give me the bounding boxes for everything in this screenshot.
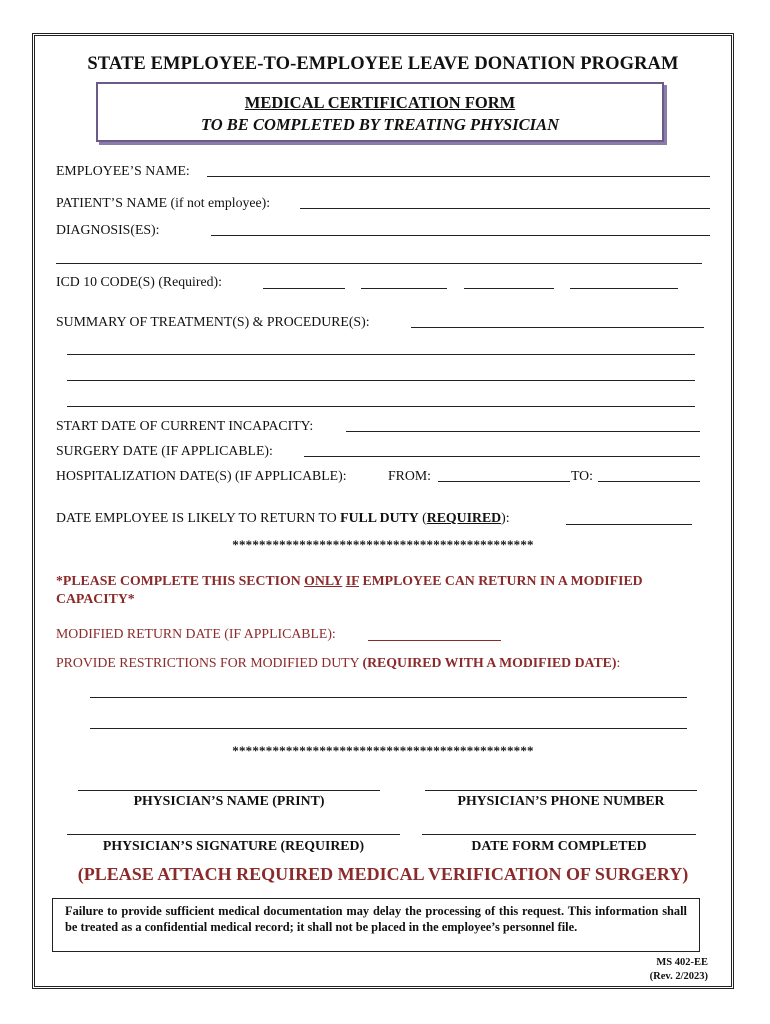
form-header-box xyxy=(96,82,664,142)
physician-signature-label: PHYSICIAN’S SIGNATURE (REQUIRED) xyxy=(102,838,365,853)
physician-name-line[interactable] xyxy=(78,790,380,791)
return-date-label xyxy=(56,510,510,526)
return-full-duty: FULL DUTY xyxy=(340,510,419,525)
surgery-date-line[interactable] xyxy=(304,456,700,457)
icd-code-line-1[interactable] xyxy=(263,288,345,289)
start-date-line[interactable] xyxy=(346,431,700,432)
diagnoses-line-2[interactable] xyxy=(56,263,702,264)
return-paren-open: ( xyxy=(418,510,427,525)
hospitalization-from-label: FROM: xyxy=(388,468,431,483)
summary-line-1[interactable] xyxy=(411,327,704,328)
summary-label: SUMMARY OF TREATMENT(S) & PROCEDURE(S): xyxy=(56,314,370,329)
patient-name-line[interactable] xyxy=(300,208,710,209)
start-date-label: START DATE OF CURRENT INCAPACITY: xyxy=(56,418,314,433)
confidentiality-notice: Failure to provide sufficient medical documentation may delay the processing of this request. This information shall be treated as a confidential medical record; it shall not be placed in the employee’s personnel file. xyxy=(52,898,700,952)
summary-line-3[interactable] xyxy=(67,380,695,381)
return-required: REQUIRED xyxy=(426,510,502,525)
icd-codes-label: ICD 10 CODE(S) (Required): xyxy=(56,274,222,289)
modified-return-date-line[interactable] xyxy=(368,640,501,641)
diagnoses-label: DIAGNOSIS(ES): xyxy=(56,222,160,237)
date-completed-label: DATE FORM COMPLETED xyxy=(471,838,647,853)
return-date-line[interactable] xyxy=(566,524,692,525)
physician-phone-label: PHYSICIAN’S PHONE NUMBER xyxy=(457,793,665,808)
date-completed-line[interactable] xyxy=(422,834,696,835)
physician-phone-line[interactable] xyxy=(425,790,697,791)
form-name: MEDICAL CERTIFICATION FORM xyxy=(244,93,516,112)
modified-heading-only: ONLY xyxy=(304,573,343,588)
restrictions-colon: : xyxy=(616,655,621,670)
icd-code-line-2[interactable] xyxy=(361,288,447,289)
hospitalization-to-label: TO: xyxy=(571,468,593,483)
employee-name-label: EMPLOYEE’S NAME: xyxy=(56,163,190,178)
employee-name-line[interactable] xyxy=(207,176,710,177)
form-code: MS 402-EE xyxy=(656,957,708,968)
separator-stars-1: ********************************************* xyxy=(232,537,534,552)
restrictions-line-1[interactable] xyxy=(90,697,687,698)
return-paren-close: ): xyxy=(501,510,510,525)
physician-name-label: PHYSICIAN’S NAME (PRINT) xyxy=(133,793,325,808)
attach-verification-notice: (PLEASE ATTACH REQUIRED MEDICAL VERIFICATION OF SURGERY) xyxy=(77,864,689,884)
form-instruction: TO BE COMPLETED BY TREATING PHYSICIAN xyxy=(200,115,559,134)
hospitalization-to-line[interactable] xyxy=(598,481,700,482)
hospitalization-from-line[interactable] xyxy=(438,481,570,482)
separator-stars-2: ********************************************* xyxy=(232,743,534,758)
modified-section-heading xyxy=(56,572,706,608)
restrictions-required: (REQUIRED WITH A MODIFIED DATE) xyxy=(362,655,617,670)
modified-return-date-label: MODIFIED RETURN DATE (IF APPLICABLE): xyxy=(56,626,336,641)
hospitalization-label: HOSPITALIZATION DATE(S) (IF APPLICABLE): xyxy=(56,468,347,483)
summary-line-4[interactable] xyxy=(67,406,695,407)
restrictions-line-2[interactable] xyxy=(90,728,687,729)
modified-heading-capacity: CAPACITY* xyxy=(56,591,135,606)
physician-signature-line[interactable] xyxy=(67,834,400,835)
restrictions-label xyxy=(56,655,620,671)
summary-line-2[interactable] xyxy=(67,354,695,355)
icd-code-line-3[interactable] xyxy=(464,288,554,289)
diagnoses-line-1[interactable] xyxy=(211,235,710,236)
form-revision: (Rev. 2/2023) xyxy=(649,971,708,982)
surgery-date-label: SURGERY DATE (IF APPLICABLE): xyxy=(56,443,273,458)
modified-heading-text: *PLEASE COMPLETE THIS SECTION xyxy=(56,573,305,588)
modified-heading-if: IF xyxy=(345,573,359,588)
return-date-text: DATE EMPLOYEE IS LIKELY TO RETURN TO xyxy=(56,510,341,525)
patient-name-label: PATIENT’S NAME (if not employee): xyxy=(56,195,271,210)
form-title: STATE EMPLOYEE-TO-EMPLOYEE LEAVE DONATION PROGRAM xyxy=(87,54,679,74)
restrictions-text: PROVIDE RESTRICTIONS FOR MODIFIED DUTY xyxy=(56,655,363,670)
modified-heading-text-2: EMPLOYEE CAN RETURN IN A MODIFIED xyxy=(359,573,643,588)
icd-code-line-4[interactable] xyxy=(570,288,678,289)
